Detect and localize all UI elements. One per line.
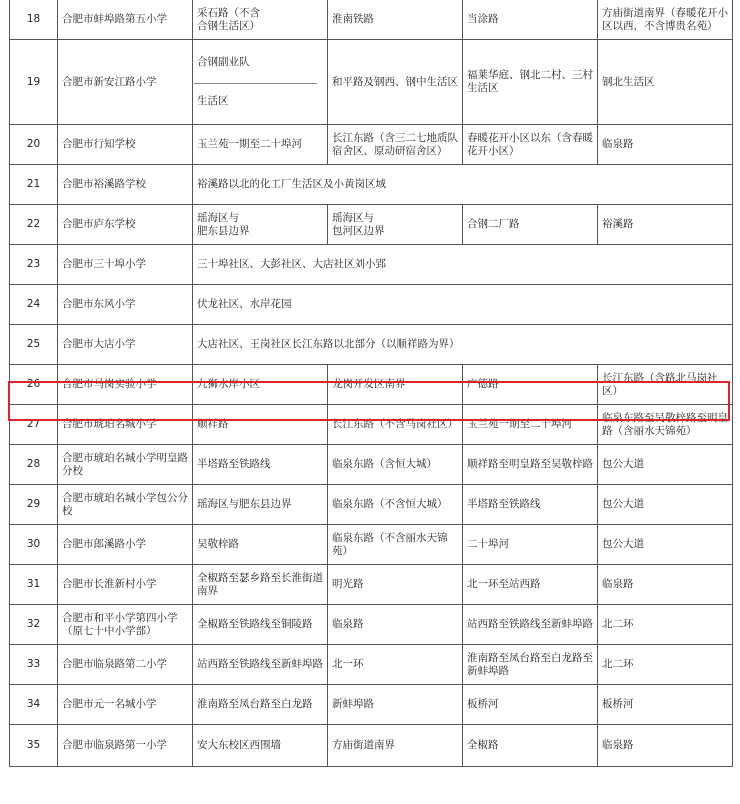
district-description: 大店社区、王岗社区长江东路以北部分（以顺祥路为界） [193,325,733,365]
boundary-north: 裕溪路 [598,205,733,245]
boundary-north: 北二环 [598,645,733,685]
row-number: 30 [10,525,58,565]
table-row [10,525,733,565]
table-row [10,325,733,365]
table-body [10,0,733,767]
row-number: 23 [10,245,58,285]
school-name: 合肥市和平小学第四小学（原七十中小学部） [58,605,193,645]
boundary-south: 春暖花开小区以东（含春暖花开小区） [463,125,598,165]
boundary-west: 长江东路（含三二七地质队宿舍区、原动研宿舍区） [328,125,463,165]
table-row [10,245,733,285]
school-name: 合肥市临泉路第二小学 [58,645,193,685]
school-name: 合肥市郎溪路小学 [58,525,193,565]
boundary-south: 顺祥路至明皇路至吴敬梓路 [463,445,598,485]
table-row [10,285,733,325]
boundary-south: 当涂路 [463,0,598,40]
boundary-east: 瑶海区与 肥东县边界 [193,205,328,245]
school-district-table [9,0,733,767]
boundary-south: 二十埠河 [463,525,598,565]
school-name: 合肥市琥珀名城小学 [58,405,193,445]
table-row [10,685,733,725]
boundary-east: 顺祥路 [193,405,328,445]
boundary-east: 安大东校区西围墙 [193,725,328,767]
boundary-east: 合钢副业队 生活区 [193,40,328,125]
boundary-east: 瑶海区与肥东县边界 [193,485,328,525]
table-row [10,725,733,767]
boundary-east: 全椒路至瑟乡路至长淮街道南界 [193,565,328,605]
school-name: 合肥市琥珀名城小学明皇路分校 [58,445,193,485]
table-row [10,485,733,525]
row-number: 27 [10,405,58,445]
boundary-north: 包公大道 [598,525,733,565]
row-number: 31 [10,565,58,605]
boundary-west: 临泉东路（不含恒大城） [328,485,463,525]
boundary-north: 包公大道 [598,485,733,525]
school-name: 合肥市东风小学 [58,285,193,325]
school-name: 合肥市裕溪路学校 [58,165,193,205]
school-name: 合肥市蚌埠路第五小学 [58,0,193,40]
boundary-east: 半塔路至铁路线 [193,445,328,485]
table-row [10,445,733,485]
table-row [10,125,733,165]
table-row [10,40,733,125]
boundary-north: 长江东路（含路北马岗社区） [598,365,733,405]
boundary-west: 瑶海区与 包河区边界 [328,205,463,245]
row-number: 26 [10,365,58,405]
row-number: 20 [10,125,58,165]
boundary-east: 玉兰苑一期至二十埠河 [193,125,328,165]
boundary-north: 临泉东路至吴敬梓路至明皇路（含丽水天锦苑） [598,405,733,445]
row-number: 33 [10,645,58,685]
school-name: 合肥市庐东学校 [58,205,193,245]
boundary-west: 龙岗开发区南界 [328,365,463,405]
boundary-north: 板桥河 [598,685,733,725]
boundary-north: 钢北生活区 [598,40,733,125]
boundary-south: 福莱华庭、钢北二村、三村生活区 [463,40,598,125]
boundary-east: 全椒路至铁路线至铜陵路 [193,605,328,645]
boundary-west: 长江东路（不含马岗社区） [328,405,463,445]
boundary-north: 北二环 [598,605,733,645]
boundary-south: 合钢二厂路 [463,205,598,245]
row-number: 24 [10,285,58,325]
school-name: 合肥市大店小学 [58,325,193,365]
row-number: 25 [10,325,58,365]
boundary-west: 北一环 [328,645,463,685]
district-description: 伏龙社区、水岸花园 [193,285,733,325]
table-row [10,405,733,445]
boundary-north: 临泉路 [598,725,733,767]
boundary-south: 淮南路至凤台路至白龙路至新蚌埠路 [463,645,598,685]
boundary-west: 新蚌埠路 [328,685,463,725]
table-row [10,0,733,40]
boundary-west: 淮南铁路 [328,0,463,40]
boundary-north: 包公大道 [598,445,733,485]
school-name: 合肥市马岗实验小学 [58,365,193,405]
boundary-south: 全椒路 [463,725,598,767]
boundary-west: 临泉东路（不含丽水天锦苑） [328,525,463,565]
table-row [10,165,733,205]
school-name: 合肥市新安江路小学 [58,40,193,125]
boundary-north: 方庙街道南界（春暖花开小区以西，不含博贵名苑） [598,0,733,40]
district-description: 三十埠社区、大彭社区、大店社区刘小郢 [193,245,733,285]
boundary-west: 临泉东路（含恒大城） [328,445,463,485]
boundary-east: 淮南路至凤台路至白龙路 [193,685,328,725]
school-name: 合肥市行知学校 [58,125,193,165]
boundary-south: 广德路 [463,365,598,405]
boundary-east: 九狮水岸小区 [193,365,328,405]
row-number: 19 [10,40,58,125]
row-number: 32 [10,605,58,645]
table-row [10,365,733,405]
row-number: 22 [10,205,58,245]
table-row [10,565,733,605]
row-number: 18 [10,0,58,40]
table-row [10,605,733,645]
school-name: 合肥市元一名城小学 [58,685,193,725]
boundary-east: 站西路至铁路线至新蚌埠路 [193,645,328,685]
boundary-south: 半塔路至铁路线 [463,485,598,525]
boundary-south: 北一环至站西路 [463,565,598,605]
boundary-east: 吴敬梓路 [193,525,328,565]
row-number: 21 [10,165,58,205]
boundary-east: 采石路（不含 合钢生活区） [193,0,328,40]
school-name: 合肥市琥珀名城小学包公分校 [58,485,193,525]
boundary-west: 和平路及钢西、钢中生活区 [328,40,463,125]
row-number: 35 [10,725,58,767]
boundary-north: 临泉路 [598,125,733,165]
table-row [10,205,733,245]
boundary-north: 临泉路 [598,565,733,605]
row-number: 34 [10,685,58,725]
school-name: 合肥市长淮新村小学 [58,565,193,605]
boundary-south: 站西路至铁路线至新蚌埠路 [463,605,598,645]
school-name: 合肥市临泉路第一小学 [58,725,193,767]
table-row [10,645,733,685]
boundary-west: 明光路 [328,565,463,605]
row-number: 29 [10,485,58,525]
cell-divider [194,83,317,84]
boundary-west: 方庙街道南界 [328,725,463,767]
boundary-south: 玉兰苑一期至二十埠河 [463,405,598,445]
school-name: 合肥市三十埠小学 [58,245,193,285]
boundary-south: 板桥河 [463,685,598,725]
boundary-west: 临泉路 [328,605,463,645]
row-number: 28 [10,445,58,485]
district-description: 裕溪路以北的化工厂生活区及小黄岗区域 [193,165,733,205]
